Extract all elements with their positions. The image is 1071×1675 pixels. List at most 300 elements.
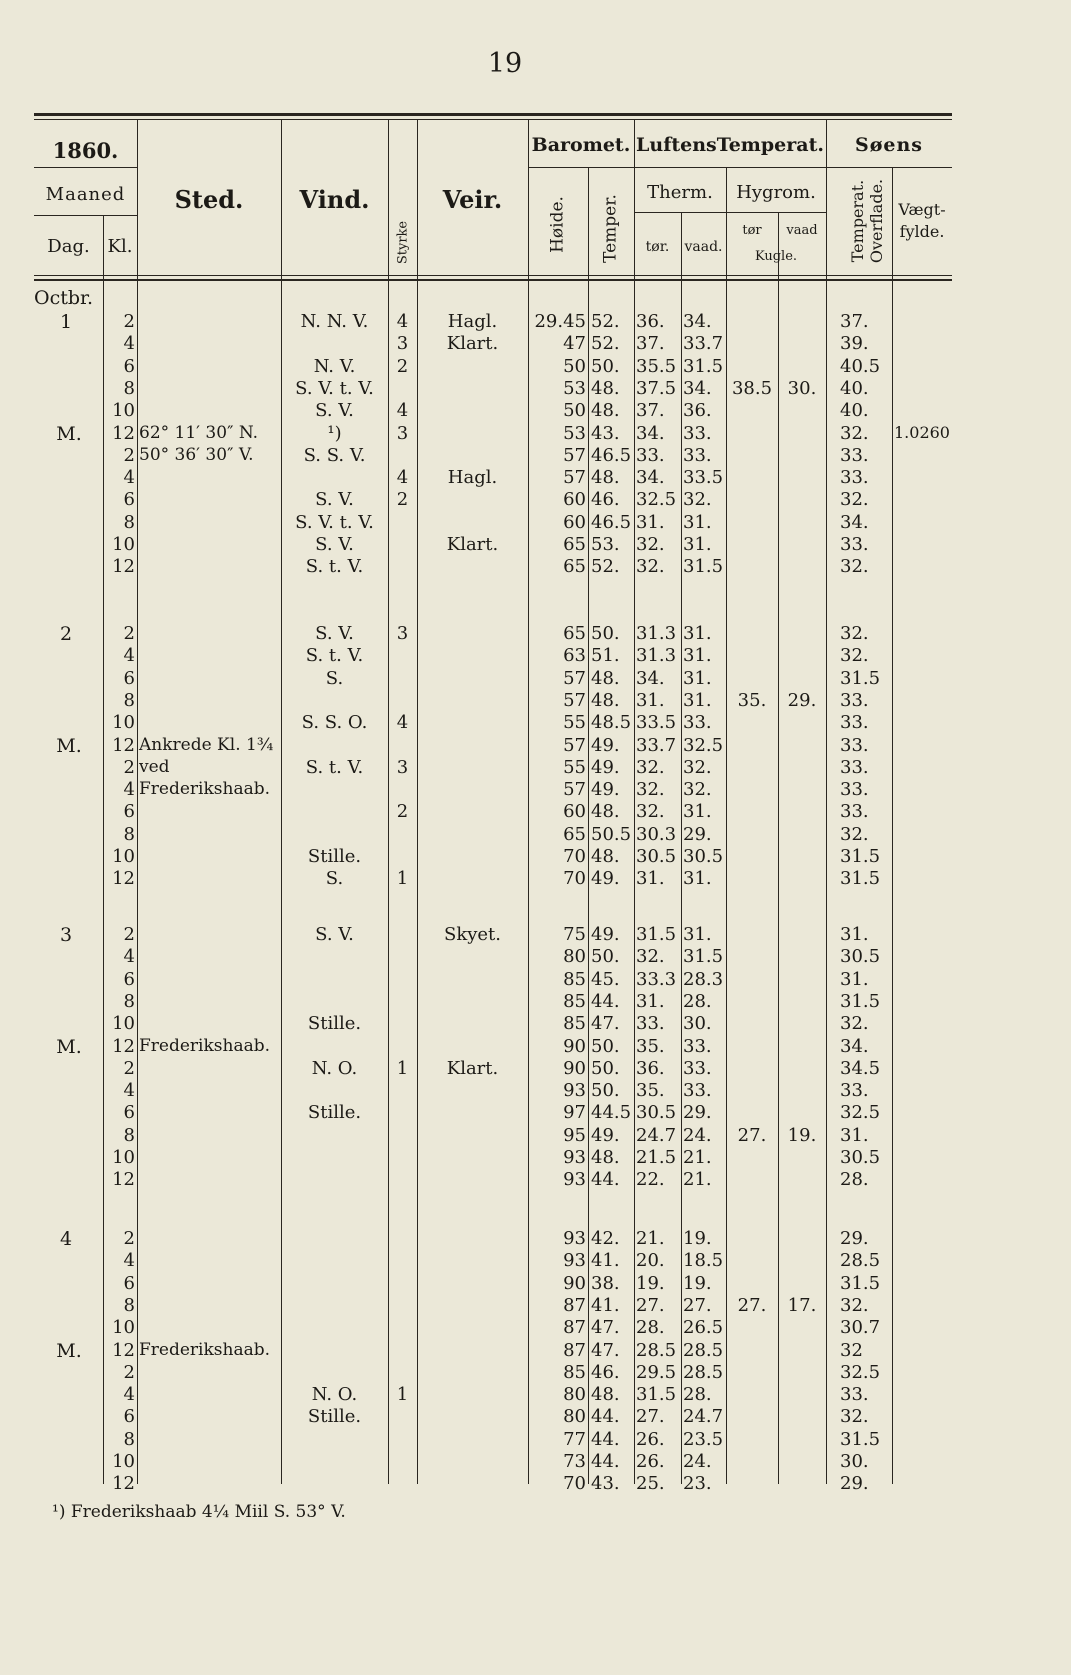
cell-kl: 4 [123, 333, 135, 354]
cell-tor: 37. [636, 400, 665, 421]
cell-temp: 52. [591, 311, 620, 332]
cell-temp: 46. [591, 1362, 620, 1383]
cell-hoide: 57 [563, 735, 586, 756]
tor-label: tør. [645, 239, 670, 255]
cell-kl: 4 [123, 467, 135, 488]
cell-hoide: 87 [563, 1340, 586, 1361]
cell-vind: Stille. [307, 1013, 362, 1034]
cell-vaad: 31. [683, 801, 712, 822]
vline-soe-vaegt [892, 167, 893, 1484]
cell-temp: 48. [591, 668, 620, 689]
cell-hoide: 57 [563, 445, 586, 466]
cell-vaad: 31.5 [683, 556, 724, 577]
cell-hoide: 85 [563, 1362, 586, 1383]
cell-vind: N. O. [311, 1384, 358, 1405]
cell-vaad: 33. [683, 1080, 712, 1101]
cell-hoide: 53 [563, 378, 586, 399]
footnote: ¹) Frederikshaab 4¼ Miil S. 53° V. [52, 1502, 346, 1522]
cell-kl: 10 [112, 400, 135, 421]
cell-hoide: 29.45 [534, 311, 586, 332]
cell-hk-tor: 35. [737, 690, 767, 711]
cell-tor: 22. [636, 1169, 665, 1190]
cell-kl: 12 [112, 1036, 135, 1057]
cell-vind: S. V. [315, 623, 354, 644]
luftens-label: LuftensTemperat. [636, 134, 824, 156]
cell-tor: 32. [636, 779, 665, 800]
cell-tor: 27. [636, 1295, 665, 1316]
cell-vaad: 28.5 [683, 1362, 724, 1383]
cell-soe: 32. [840, 423, 869, 444]
cell-hoide: 93 [563, 1250, 586, 1271]
cell-styrke: 4 [396, 311, 409, 332]
cell-tor: 32. [636, 556, 665, 577]
vline-therm-hygrom [726, 167, 727, 1484]
cell-soe: 33. [840, 534, 869, 555]
cell-sted: ved [139, 757, 170, 777]
cell-styrke: 2 [396, 489, 409, 510]
cell-soe: 32. [840, 1295, 869, 1316]
cell-soe: 33. [840, 1384, 869, 1405]
cell-hoide: 75 [563, 924, 586, 945]
cell-temp: 44. [591, 1429, 620, 1450]
cell-temp: 46.5 [591, 445, 632, 466]
cell-hoide: 57 [563, 668, 586, 689]
cell-tor: 21.5 [636, 1147, 677, 1168]
cell-temp: 50. [591, 1036, 620, 1057]
cell-kl: 4 [123, 946, 135, 967]
vline-hygrom-split [778, 212, 779, 1484]
cell-tor: 34. [636, 423, 665, 444]
cell-soe: 33. [840, 690, 869, 711]
cell-temp: 50. [591, 1080, 620, 1101]
cell-vaad: 19. [683, 1273, 712, 1294]
cell-hoide: 60 [563, 489, 586, 510]
cell-temp: 48. [591, 378, 620, 399]
cell-temp: 47. [591, 1013, 620, 1034]
cell-temp: 45. [591, 969, 620, 990]
cell-kl: 6 [123, 668, 135, 689]
cell-vaad: 31. [683, 924, 712, 945]
cell-tor: 24.7 [636, 1125, 677, 1146]
cell-kl: 4 [123, 1080, 135, 1101]
cell-hoide: 93 [563, 1169, 586, 1190]
cell-temp: 44. [591, 1406, 620, 1427]
cell-tor: 30.5 [636, 846, 677, 867]
cell-veir: Hagl. [447, 467, 498, 488]
cell-tor: 33.5 [636, 712, 677, 733]
cell-kl: 12 [112, 423, 135, 444]
cell-styrke: 1 [396, 1058, 409, 1079]
cell-tor: 31.5 [636, 924, 677, 945]
cell-vaad: 34. [683, 378, 712, 399]
cell-tor: 31. [636, 868, 665, 889]
cell-hoide: 73 [563, 1451, 586, 1472]
cell-temp: 50. [591, 946, 620, 967]
cell-vaad: 24.7 [683, 1406, 724, 1427]
cell-vaad: 32.5 [683, 735, 724, 756]
hygrom-vaad-label: vaad [786, 223, 818, 238]
cell-temp: 38. [591, 1273, 620, 1294]
vline-tor-vaad [681, 212, 682, 1484]
cell-sted: Frederikshaab. [139, 779, 271, 799]
cell-tor: 32.5 [636, 489, 677, 510]
cell-vind: S. [325, 668, 344, 689]
cell-kl: 10 [112, 1317, 135, 1338]
cell-styrke: 2 [396, 801, 409, 822]
cell-kl: 2 [123, 1058, 135, 1079]
sted-label: Sted. [174, 185, 244, 214]
cell-vind: Stille. [307, 1102, 362, 1123]
cell-kl: 6 [123, 489, 135, 510]
kugle-label: Kugle. [754, 249, 798, 264]
cell-hoide: 60 [563, 512, 586, 533]
cell-tor: 28.5 [636, 1340, 677, 1361]
cell-vind: S. V. t. V. [295, 512, 374, 533]
cell-kl: 12 [112, 1340, 135, 1361]
cell-temp: 50. [591, 356, 620, 377]
cell-temp: 49. [591, 779, 620, 800]
cell-hoide: 85 [563, 991, 586, 1012]
cell-veir: Klart. [446, 1058, 499, 1079]
cell-vaad: 31. [683, 512, 712, 533]
cell-temp: 47. [591, 1340, 620, 1361]
cell-temp: 48.5 [591, 712, 632, 733]
cell-sted: Frederikshaab. [139, 1340, 271, 1360]
cell-tor: 35.5 [636, 356, 677, 377]
cell-styrke: 3 [396, 423, 409, 444]
cell-vind: S. V. [315, 924, 354, 945]
cell-soe: 33. [840, 1080, 869, 1101]
cell-kl: 8 [123, 690, 135, 711]
cell-hoide: 65 [563, 824, 586, 845]
cell-vaad: 21. [683, 1169, 712, 1190]
cell-soe: 31. [840, 1125, 869, 1146]
header-bottom-rule-double [34, 279, 952, 281]
cell-hoide: 80 [563, 946, 586, 967]
cell-soe: 30.5 [840, 946, 881, 967]
cell-hoide: 53 [563, 423, 586, 444]
cell-tor: 34. [636, 467, 665, 488]
cell-vaad: 31. [683, 668, 712, 689]
cell-soe: 31. [840, 969, 869, 990]
cell-soe: 32.5 [840, 1362, 881, 1383]
cell-hoide: 90 [563, 1036, 586, 1057]
cell-soe: 32. [840, 1406, 869, 1427]
fylde-label: fylde. [899, 222, 945, 241]
cell-styrke: 3 [396, 333, 409, 354]
cell-temp: 49. [591, 868, 620, 889]
cell-temp: 48. [591, 801, 620, 822]
cell-kl: 2 [123, 757, 135, 778]
cell-temp: 52. [591, 556, 620, 577]
cell-tor: 33. [636, 1013, 665, 1034]
cell-soe: 40. [840, 378, 869, 399]
luftens-rule [634, 167, 826, 168]
cell-vaad: 31. [683, 690, 712, 711]
header-bottom-rule [34, 275, 952, 276]
cell-vind: S. V. [315, 534, 354, 555]
cell-kl: 10 [112, 712, 135, 733]
cell-hoide: 93 [563, 1228, 586, 1249]
midday-mark: M. [56, 734, 82, 757]
cell-tor: 33. [636, 445, 665, 466]
cell-kl: 12 [112, 868, 135, 889]
soe-temperat-label: Temperat. [848, 179, 867, 263]
cell-kl: 8 [123, 512, 135, 533]
cell-hoide: 93 [563, 1080, 586, 1101]
cell-soe: 40.5 [840, 356, 881, 377]
cell-tor: 31. [636, 512, 665, 533]
cell-vaad: 32. [683, 757, 712, 778]
cell-vaad: 33. [683, 423, 712, 444]
cell-tor: 37.5 [636, 378, 677, 399]
cell-vaad: 24. [683, 1125, 712, 1146]
cell-styrke: 3 [396, 623, 409, 644]
cell-hoide: 85 [563, 1013, 586, 1034]
cell-hoide: 95 [563, 1125, 586, 1146]
cell-vaad: 28. [683, 991, 712, 1012]
cell-temp: 49. [591, 1125, 620, 1146]
cell-vind: S. S. V. [303, 445, 366, 466]
vline-luft-soe [826, 119, 827, 1484]
cell-hk-vaad: 19. [787, 1125, 817, 1146]
cell-temp: 49. [591, 924, 620, 945]
cell-tor: 25. [636, 1473, 665, 1494]
cell-sted: 62° 11′ 30″ N. [139, 423, 259, 443]
cell-tor: 27. [636, 1406, 665, 1427]
cell-soe: 31.5 [840, 991, 881, 1012]
day-label: 4 [59, 1228, 73, 1250]
therm-rule [634, 212, 826, 213]
cell-kl: 10 [112, 846, 135, 867]
year-rule [34, 167, 137, 168]
cell-vind: S. S. O. [301, 712, 368, 733]
cell-vaad: 33. [683, 1036, 712, 1057]
cell-soe: 33. [840, 467, 869, 488]
cell-tor: 21. [636, 1228, 665, 1249]
cell-hoide: 90 [563, 1273, 586, 1294]
veir-label: Veir. [442, 185, 503, 214]
cell-hoide: 93 [563, 1147, 586, 1168]
cell-hoide: 65 [563, 534, 586, 555]
cell-kl: 4 [123, 1384, 135, 1405]
cell-kl: 6 [123, 356, 135, 377]
cell-tor: 30.3 [636, 824, 677, 845]
cell-temp: 49. [591, 735, 620, 756]
cell-veir: Skyet. [443, 924, 501, 945]
maaned-rule [34, 215, 137, 216]
cell-vaad: 19. [683, 1228, 712, 1249]
cell-tor: 31.5 [636, 1384, 677, 1405]
cell-kl: 8 [123, 1125, 135, 1146]
cell-tor: 20. [636, 1250, 665, 1271]
cell-tor: 37. [636, 333, 665, 354]
cell-temp: 48. [591, 467, 620, 488]
cell-hk-tor: 27. [737, 1125, 767, 1146]
cell-soe: 29. [840, 1228, 869, 1249]
midday-mark: M. [56, 1339, 82, 1362]
cell-styrke: 4 [396, 712, 409, 733]
cell-kl: 2 [123, 623, 135, 644]
cell-soe: 31. [840, 924, 869, 945]
cell-temp: 44. [591, 991, 620, 1012]
cell-tor: 32. [636, 801, 665, 822]
cell-soe: 33. [840, 779, 869, 800]
cell-tor: 31.3 [636, 623, 677, 644]
day-label: 2 [59, 623, 73, 645]
cell-vind: N. O. [311, 1058, 358, 1079]
cell-soe: 33. [840, 735, 869, 756]
cell-kl: 10 [112, 1013, 135, 1034]
cell-vaad: 31.5 [683, 356, 724, 377]
soens-rule [826, 167, 952, 168]
cell-soe: 34. [840, 1036, 869, 1057]
cell-tor: 31. [636, 690, 665, 711]
cell-hoide: 65 [563, 556, 586, 577]
cell-vaad: 32. [683, 779, 712, 800]
cell-tor: 28. [636, 1317, 665, 1338]
maaned-label: Maaned [45, 184, 126, 205]
cell-vaad: 26.5 [683, 1317, 724, 1338]
cell-kl: 6 [123, 1406, 135, 1427]
cell-kl: 6 [123, 1273, 135, 1294]
cell-hk-tor: 38.5 [731, 378, 773, 399]
cell-soe: 37. [840, 311, 869, 332]
cell-soe: 33. [840, 712, 869, 733]
cell-vaad: 23. [683, 1473, 712, 1494]
cell-soe: 30.7 [840, 1317, 881, 1338]
cell-vind: Stille. [307, 1406, 362, 1427]
cell-vaad: 33. [683, 1058, 712, 1079]
cell-vaad: 27. [683, 1295, 712, 1316]
cell-hoide: 60 [563, 801, 586, 822]
cell-temp: 48. [591, 400, 620, 421]
cell-hoide: 50 [563, 356, 586, 377]
dag-label: Dag. [47, 236, 90, 257]
cell-temp: 43. [591, 1473, 620, 1494]
cell-sted: Ankrede Kl. 1¾ [139, 735, 274, 755]
vline-kl-sted [137, 119, 138, 1484]
cell-kl: 4 [123, 779, 135, 800]
cell-soe: 29. [840, 1473, 869, 1494]
cell-vind: N. V. [313, 356, 356, 377]
soens-label: Søens [855, 134, 923, 156]
cell-soe: 34. [840, 512, 869, 533]
cell-vaad: 18.5 [683, 1250, 724, 1271]
cell-tor: 36. [636, 311, 665, 332]
cell-temp: 46.5 [591, 512, 632, 533]
cell-hoide: 47 [563, 333, 586, 354]
cell-temp: 43. [591, 423, 620, 444]
cell-hk-vaad: 29. [787, 690, 817, 711]
temper-label: Temper. [600, 194, 621, 263]
cell-vaad: 23.5 [683, 1429, 724, 1450]
cell-hoide: 55 [563, 757, 586, 778]
cell-hoide: 70 [563, 1473, 586, 1494]
cell-vind: ¹) [327, 423, 342, 444]
barometer-label: Baromet. [531, 134, 631, 156]
cell-styrke: 1 [396, 868, 409, 889]
cell-kl: 4 [123, 645, 135, 666]
cell-temp: 50. [591, 623, 620, 644]
cell-hoide: 80 [563, 1384, 586, 1405]
cell-vind: S. V. [315, 400, 354, 421]
cell-soe: 34.5 [840, 1058, 881, 1079]
cell-kl: 12 [112, 556, 135, 577]
cell-tor: 36. [636, 1058, 665, 1079]
cell-soe: 31.5 [840, 1429, 881, 1450]
cell-soe: 32. [840, 489, 869, 510]
cell-vind: S. t. V. [305, 645, 364, 666]
cell-hoide: 85 [563, 969, 586, 990]
cell-hk-tor: 27. [737, 1295, 767, 1316]
cell-temp: 42. [591, 1228, 620, 1249]
cell-vaad: 31. [683, 645, 712, 666]
cell-vaad: 30. [683, 1013, 712, 1034]
cell-tor: 34. [636, 668, 665, 689]
cell-styrke: 4 [396, 467, 409, 488]
cell-soe: 33. [840, 445, 869, 466]
cell-temp: 44. [591, 1451, 620, 1472]
cell-tor: 32. [636, 946, 665, 967]
cell-vaad: 21. [683, 1147, 712, 1168]
cell-tor: 33.7 [636, 735, 677, 756]
cell-kl: 2 [123, 445, 135, 466]
cell-styrke: 2 [396, 356, 409, 377]
vaad-label: vaad. [684, 239, 723, 255]
midday-mark: M. [56, 422, 82, 445]
cell-veir: Hagl. [447, 311, 498, 332]
cell-hoide: 77 [563, 1429, 586, 1450]
cell-hoide: 57 [563, 467, 586, 488]
barometer-rule [528, 167, 634, 168]
cell-kl: 10 [112, 534, 135, 555]
cell-vaad: 29. [683, 824, 712, 845]
cell-kl: 10 [112, 1451, 135, 1472]
cell-vind: N. N. V. [300, 311, 369, 332]
page-number: 19 [487, 48, 523, 79]
cell-temp: 48. [591, 1147, 620, 1168]
cell-soe: 32. [840, 1013, 869, 1034]
cell-vaad: 28.5 [683, 1340, 724, 1361]
cell-kl: 12 [112, 1473, 135, 1494]
cell-soe: 28. [840, 1169, 869, 1190]
cell-vaad: 33.7 [683, 333, 724, 354]
cell-kl: 8 [123, 378, 135, 399]
cell-vaad: 31. [683, 868, 712, 889]
cell-kl: 6 [123, 1102, 135, 1123]
cell-temp: 50.5 [591, 824, 632, 845]
overflade-label: Overflade. [867, 178, 886, 264]
cell-hoide: 70 [563, 846, 586, 867]
cell-styrke: 1 [396, 1384, 409, 1405]
cell-hoide: 50 [563, 400, 586, 421]
cell-temp: 50. [591, 1058, 620, 1079]
cell-temp: 53. [591, 534, 620, 555]
cell-vaegt: 1.0260 [894, 423, 950, 442]
cell-hoide: 87 [563, 1317, 586, 1338]
cell-vaad: 34. [683, 311, 712, 332]
cell-veir: Klart. [446, 534, 499, 555]
cell-soe: 28.5 [840, 1250, 881, 1271]
cell-soe: 31.5 [840, 846, 881, 867]
cell-temp: 44. [591, 1169, 620, 1190]
cell-hoide: 80 [563, 1406, 586, 1427]
kl-label: Kl. [107, 236, 133, 257]
month-label: Octbr. [34, 287, 94, 309]
vline-sted-vind [281, 119, 282, 1484]
cell-vaad: 31. [683, 623, 712, 644]
